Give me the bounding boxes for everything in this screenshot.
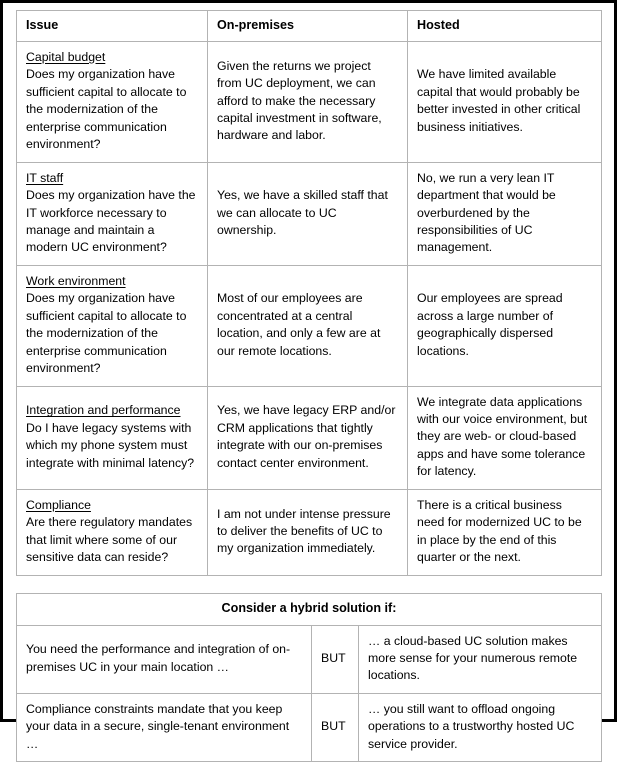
issue-question: Are there regulatory mandates that limit where some of our sensitive data can reside? xyxy=(26,515,193,565)
issue-cell xyxy=(17,41,208,162)
hybrid-section xyxy=(16,593,601,762)
hybrid-header-row xyxy=(17,593,602,625)
hybrid-row xyxy=(17,625,602,693)
issue-cell xyxy=(17,265,208,386)
on-premises-answer: Given the returns we project from UC deployment, we can afford to make the necessary capital investment in software, hardware and labor. xyxy=(208,41,408,162)
on-premises-answer: Most of our employees are concentrated at a central location, and only a few are at our remote locations. xyxy=(208,265,408,386)
hosted-answer: No, we run a very lean IT department that would be overburdened by the responsibilities of UC management. xyxy=(408,162,602,265)
table-row xyxy=(17,489,602,575)
comparison-table xyxy=(16,10,602,576)
table-row xyxy=(17,162,602,265)
hybrid-header-title: Consider a hybrid solution if: xyxy=(17,593,602,625)
on-premises-answer: Yes, we have legacy ERP and/or CRM applications that tightly integrate with our on-premises contact center environment. xyxy=(208,386,408,489)
hybrid-conjunction: BUT xyxy=(312,625,359,693)
issue-question: Do I have legacy systems with which my phone system must integrate with minimal latency? xyxy=(26,420,195,470)
column-header-on-premises: On-premises xyxy=(208,11,408,42)
on-premises-answer: Yes, we have a skilled staff that we can allocate to UC ownership. xyxy=(208,162,408,265)
hosted-answer: We integrate data applications with our voice environment, but they are web- or cloud-based apps and have some tolerance for latency. xyxy=(408,386,602,489)
table-row xyxy=(17,265,602,386)
content-area xyxy=(16,10,601,751)
issue-cell xyxy=(17,386,208,489)
hybrid-row xyxy=(17,693,602,761)
table-row xyxy=(17,386,602,489)
hybrid-conjunction: BUT xyxy=(312,693,359,761)
issue-cell xyxy=(17,162,208,265)
hosted-answer: There is a critical business need for modernized UC to be in place by the end of this quarter or the next. xyxy=(408,489,602,575)
issue-title: Compliance xyxy=(26,497,91,512)
issue-cell xyxy=(17,489,208,575)
issue-title: Integration and performance xyxy=(26,403,181,418)
hosted-answer: We have limited available capital that would probably be better invested in other critical business initiatives. xyxy=(408,41,602,162)
hybrid-condition-left: Compliance constraints mandate that you keep your data in a secure, single-tenant environment … xyxy=(17,693,312,761)
issue-question: Does my organization have the IT workforce necessary to manage and maintain a modern UC environment? xyxy=(26,188,196,255)
table-header-row xyxy=(17,11,602,42)
hosted-answer: Our employees are spread across a large number of geographically dispersed locations. xyxy=(408,265,602,386)
issue-title: IT staff xyxy=(26,170,64,185)
column-header-issue: Issue xyxy=(17,11,208,42)
hybrid-table xyxy=(16,593,602,762)
hybrid-table-body xyxy=(17,593,602,762)
hybrid-condition-right: … a cloud-based UC solution makes more sense for your numerous remote locations. xyxy=(359,625,602,693)
issue-title: Work environment xyxy=(26,273,126,288)
hybrid-condition-left: You need the performance and integration of on-premises UC in your main location … xyxy=(17,625,312,693)
issue-title: Capital budget xyxy=(26,49,106,64)
table-row xyxy=(17,41,602,162)
column-header-hosted: Hosted xyxy=(408,11,602,42)
issue-question: Does my organization have sufficient capital to allocate to the modernization of the enterprise communication environment? xyxy=(26,67,187,152)
issue-question: Does my organization have sufficient capital to allocate to the modernization of the enterprise communication environment? xyxy=(26,291,187,376)
comparison-table-head xyxy=(17,11,602,42)
hybrid-condition-right: … you still want to offload ongoing operations to a trustworthy hosted UC service provider. xyxy=(359,693,602,761)
on-premises-answer: I am not under intense pressure to deliver the benefits of UC to my organization immediately. xyxy=(208,489,408,575)
comparison-table-body xyxy=(17,41,602,575)
